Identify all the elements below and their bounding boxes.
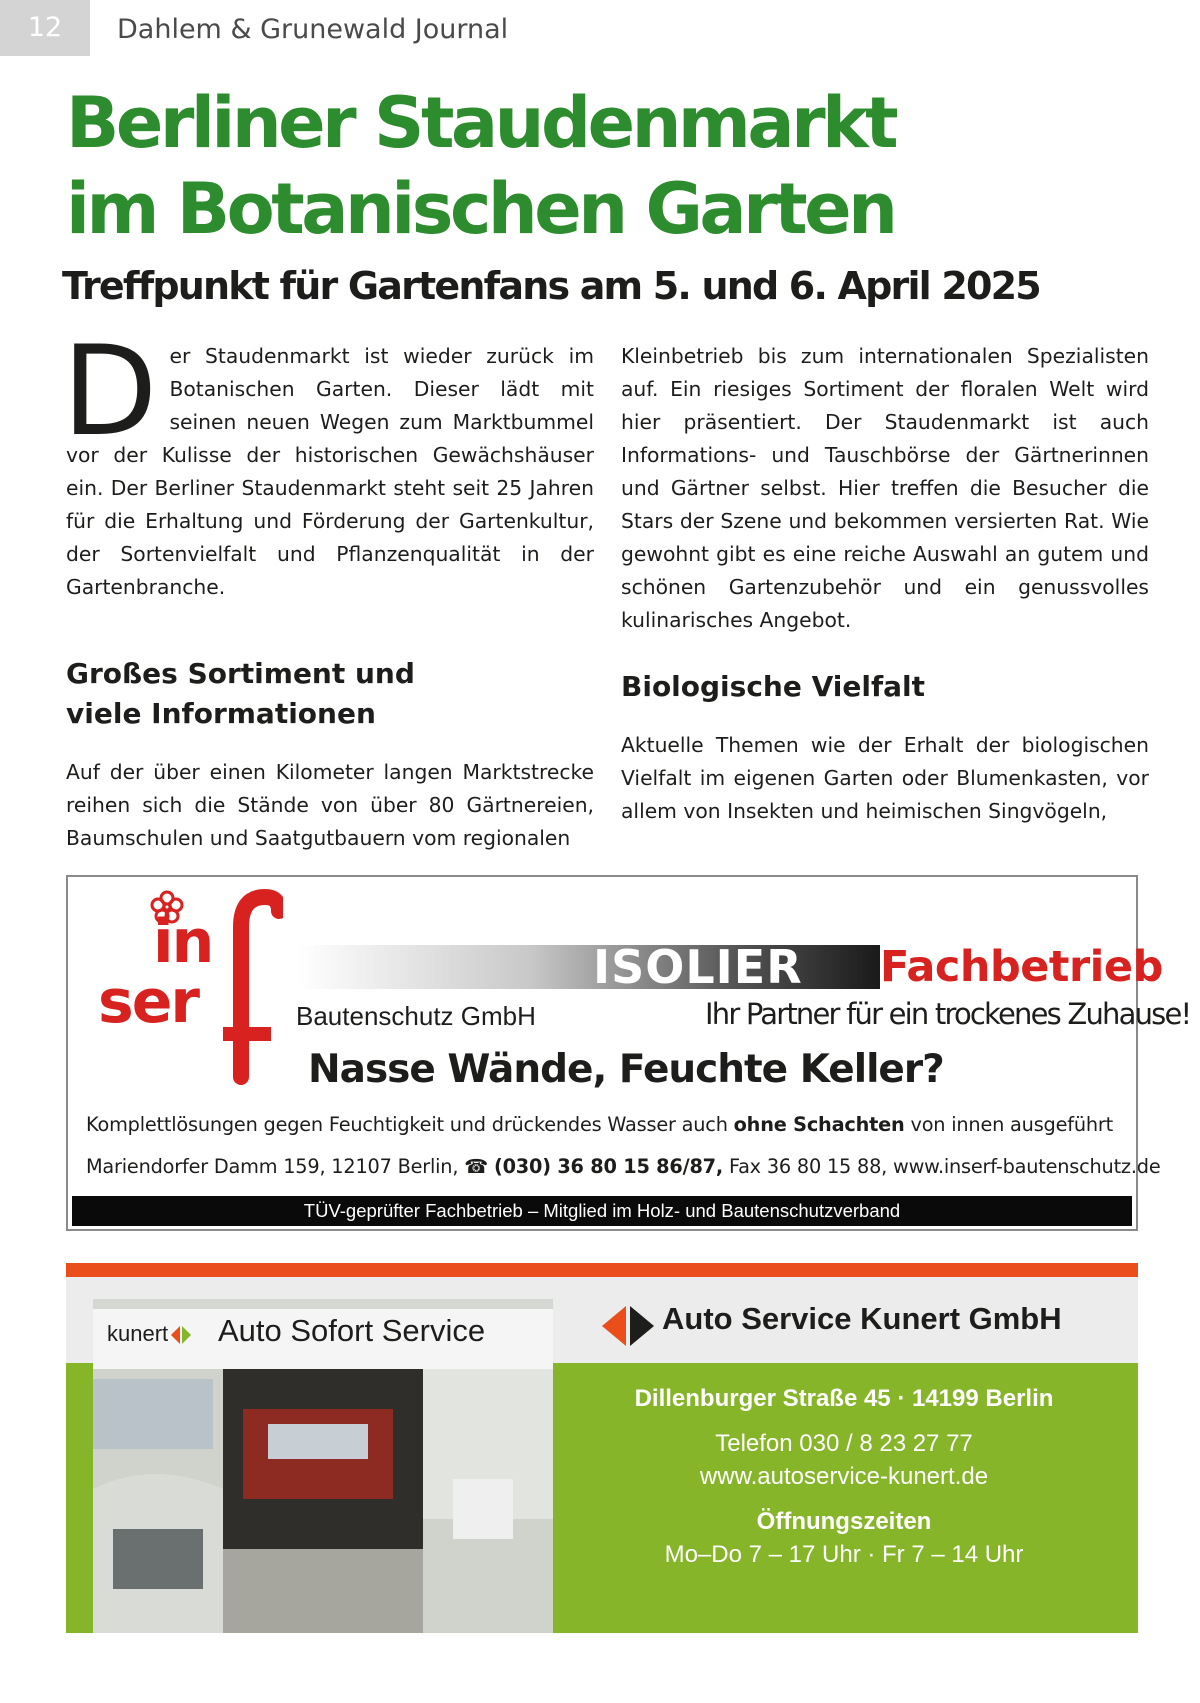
journal-name: Dahlem & Grunewald Journal xyxy=(117,14,509,45)
phone-number[interactable]: (030) 36 80 15 86/87, xyxy=(493,1155,724,1178)
sign-text: Auto Sofort Service xyxy=(218,1313,486,1348)
article-paragraph-1 xyxy=(62,320,594,604)
logo-f-icon xyxy=(223,887,283,1087)
section-heading-sortiment: Großes Sortiment und viele Informationen xyxy=(66,657,415,730)
article-column-left xyxy=(62,320,594,855)
phone[interactable]: Telefon 030 / 8 23 27 77 xyxy=(715,1430,973,1457)
garage-scene-icon xyxy=(93,1369,553,1633)
logo-in: in xyxy=(153,907,213,977)
opening-hours-label: Öffnungszeiten xyxy=(756,1508,932,1535)
article-title xyxy=(66,80,895,252)
service-description: Komplettlösungen gegen Feuchtigkeit und drückendes Wasser auch ohne Schachten von innen ausgeführt xyxy=(86,1113,1113,1136)
sign-brand: kunert xyxy=(107,1321,191,1347)
article-subtitle: Treffpunkt für Gartenfans am 5. und 6. April 2025 xyxy=(62,264,1040,308)
kunert-arrow-icon xyxy=(171,1326,191,1344)
paragraph-1-text: er Staudenmarkt ist wieder zurück im Botanischen Garten. Dieser lädt mit seinen neuen Wegen zum Marktbummel vor der Kulisse der historischen Gewächshäuser ein. Der Berliner Staudenmarkt steht seit 25 Jahren für die Erhaltung und Förderung der Gartenkultur, der Sortenvielfalt und Pflanzenqualität in der Gartenbranche. xyxy=(66,344,594,599)
article-column-right xyxy=(621,340,1149,828)
article-title-line1: Berliner Staudenmarkt xyxy=(66,82,896,164)
logo-ser: ser xyxy=(98,967,198,1037)
article-paragraph-3: Kleinbetrieb bis zum internationalen Spezialisten auf. Ein riesiges Sortiment der floralen Welt wird hier präsentiert. Der Staudenmarkt ist auch Informations- und Tauschbörse der Gärtnerinnen und Gärtner selbst. Hier treffen die Besucher die Stars der Szene und bekommen versierten Rat. Wie gewohnt gibt es eine reiche Auswahl an gutem und schönen Gartenzubehör und ein genussvolles kulinarisches Angebot. xyxy=(621,344,1149,632)
page-number: 12 xyxy=(0,0,90,56)
website-link[interactable]: www.autoservice-kunert.de xyxy=(699,1463,989,1490)
ad-headline: Nasse Wände, Feuchte Keller? xyxy=(308,1047,944,1092)
phone-icon: ☎ xyxy=(464,1155,489,1178)
ad-top-stripe xyxy=(66,1263,1138,1277)
slogan: Ihr Partner für ein trockenes Zuhause! xyxy=(705,997,1191,1031)
isolier-label: ISOLIER xyxy=(593,940,803,994)
section-heading-vielfalt: Biologische Vielfalt xyxy=(621,670,926,703)
garage-photo xyxy=(93,1299,553,1633)
ad-auto-service-kunert[interactable] xyxy=(66,1263,1138,1633)
article-paragraph-4: Aktuelle Themen wie der Erhalt der biologischen Vielfalt im eigenen Garten oder Blumenkasten, vor allem von Insekten und heimischen Singvögeln, xyxy=(621,733,1149,823)
kunert-logo-icon xyxy=(602,1306,654,1346)
dropcap: D xyxy=(62,320,158,464)
article-title-line2: im Botanischen Garten xyxy=(66,168,895,250)
ad-inserf[interactable] xyxy=(66,875,1191,1231)
article-paragraph-2: Auf der über einen Kilometer langen Marktstrecke reihen sich die Stände von über 80 Gärtnereien, Baumschulen und Saatgutbauern vom regionalen xyxy=(66,760,594,850)
opening-hours: Mo–Do 7 – 17 Uhr · Fr 7 – 14 Uhr xyxy=(664,1541,1024,1568)
fachbetrieb-label: Fachbetrieb xyxy=(880,942,1163,992)
address: Dillenburger Straße 45 · 14199 Berlin xyxy=(634,1385,1054,1412)
company-name: Bautenschutz GmbH xyxy=(296,1001,536,1031)
contact-line: Mariendorfer Damm 159, 12107 Berlin, ☎ (030) 36 80 15 86/87, Fax 36 80 15 88, www.inserf-bautenschutz.de xyxy=(86,1155,1161,1178)
certification-bar: TÜV-geprüfter Fachbetrieb – Mitglied im Holz- und Bautenschutzverband xyxy=(72,1196,1132,1226)
company-name: Auto Service Kunert GmbH xyxy=(662,1301,1062,1336)
